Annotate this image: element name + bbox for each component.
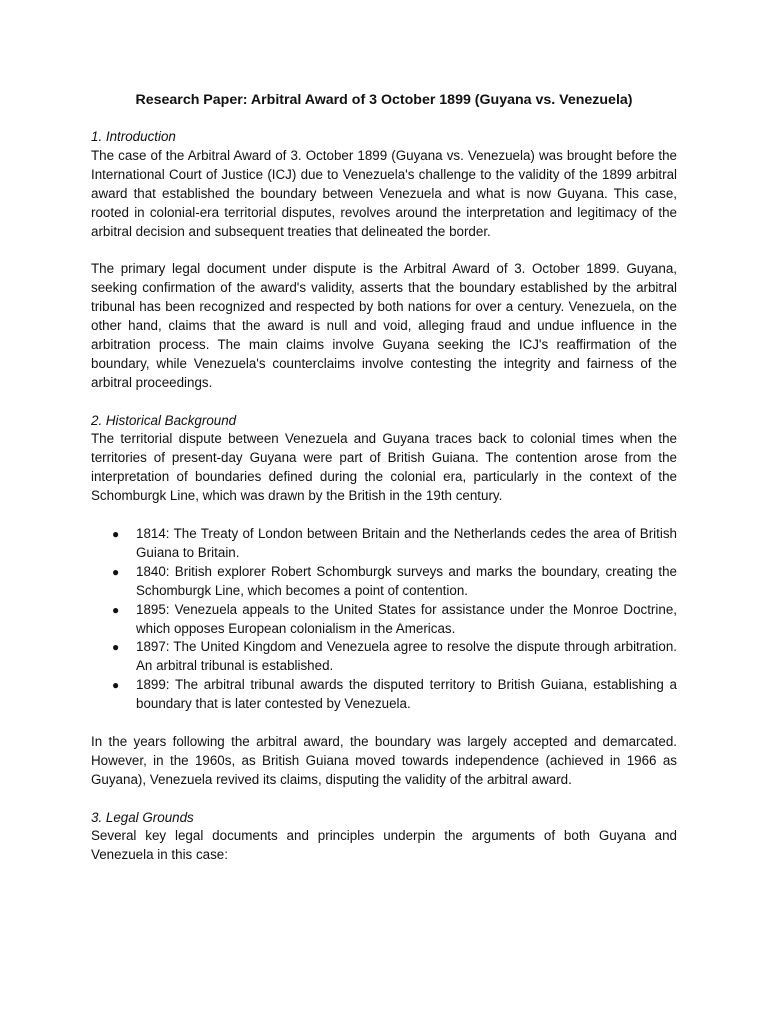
bullet-icon: ● [112,640,120,655]
legal-paragraph-1: Several key legal documents and principles underpin the arguments of both Guyana and Venezuela in this case: [91,828,677,863]
intro-paragraph-2: The primary legal document under dispute is the Arbitral Award of 3. October 1899. Guyana, seeking confirmation of the award's validity, asserts that the boundary established by the arbitral tribunal has been recognized and respected by both nations for over a century. Venezuela, on the other hand, claims that the award is null and void, alleging fraud and undue influence in the arbitration process. The main claims involve Guyana seeking the ICJ's reaffirmation of the boundary, while Venezuela's counterclaims involve contesting the integrity and fairness of the arbitral proceedings. [91,261,677,390]
timeline-item-text: 1895: Venezuela appeals to the United States for assistance under the Monroe Doctrine, which opposes European colonialism in the Americas. [136,601,677,636]
timeline-item [91,638,677,676]
timeline-item [91,601,677,639]
timeline-item [91,676,677,714]
timeline-item [91,525,677,563]
bullet-icon: ● [112,678,120,693]
section-heading-historical-background: 2. Historical Background [91,412,237,428]
timeline-item-text: 1840: British explorer Robert Schomburgk surveys and marks the boundary, creating the Schomburgk Line, which becomes a point of contention. [136,563,677,598]
paragraph-spacer [91,393,677,412]
timeline-item-text: 1814: The Treaty of London between Britain and the Netherlands cedes the area of British Guiana to Britain. [136,525,677,560]
document-title: Research Paper: Arbitral Award of 3 October 1899 (Guyana vs. Venezuela) [135,92,633,108]
bullet-icon: ● [112,602,120,617]
timeline-bullet-list [91,525,677,714]
bullet-icon: ● [112,564,120,579]
section-heading-legal-grounds: 3. Legal Grounds [91,809,194,825]
intro-paragraph-1: The case of the Arbitral Award of 3. October 1899 (Guyana vs. Venezuela) was brought before the International Court of Justice (ICJ) due to Venezuela's challenge to the validity of the 1899 arbitral award that established the boundary between Venezuela and what is now Guyana. This case, rooted in colonial-era territorial disputes, revolves around the interpretation and legitimacy of the arbitral decision and subsequent treaties that delineated the border. [91,147,677,239]
timeline-item [91,563,677,601]
paragraph-spacer [91,714,677,733]
paragraph-spacer [91,506,677,525]
history-paragraph-1: The territorial dispute between Venezuela and Guyana traces back to colonial times when the territories of present-day Guyana were part of British Guiana. The contention arose from the interpretation of boundaries defined during the colonial era, particularly in the context of the Schomburgk Line, which was drawn by the British in the 19th century. [91,431,677,504]
timeline-item-text: 1897: The United Kingdom and Venezuela agree to resolve the dispute through arbitration. An arbitral tribunal is established. [136,639,677,674]
section-heading-introduction: 1. Introduction [91,129,176,144]
bullet-icon: ● [112,526,120,541]
timeline-item-text: 1899: The arbitral tribunal awards the disputed territory to British Guiana, establishing a boundary that is later contested by Venezuela. [136,677,677,712]
document-page [91,90,677,865]
history-paragraph-2: In the years following the arbitral award, the boundary was largely accepted and demarcated. However, in the 1960s, as British Guiana moved towards independence (achieved in 1966 as Guyana), Venezuela revived its claims, disputing the validity of the arbitral award. [91,733,677,787]
paragraph-spacer [91,790,677,809]
paragraph-spacer [91,241,677,260]
